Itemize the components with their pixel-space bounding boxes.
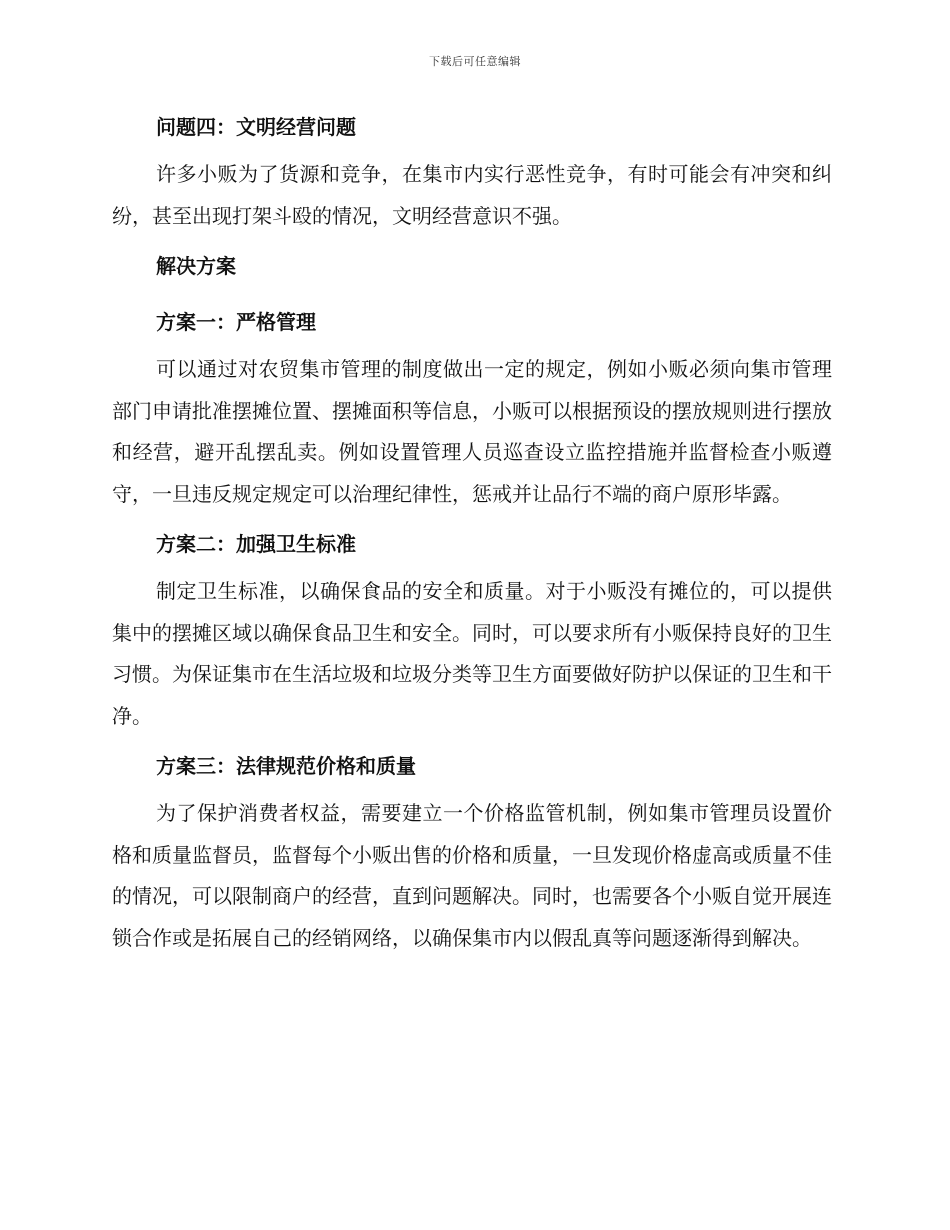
- spacer: [112, 515, 832, 529]
- plan1-paragraph: 可以通过对农贸集市管理的制度做出一定的规定，例如小贩必须向集市管理部门申请批准摆摊位置、摆摊面积等信息，小贩可以根据预设的摆放规则进行摆放和经营，避开乱摆乱卖。例如设置管理人员巡查设立监控措施并监督检查小贩遵守，一旦违反规定规定可以治理纪律性，惩戒并让品行不端的商户原形毕露。: [112, 357, 832, 506]
- plan3-paragraph: 为了保护消费者权益，需要建立一个价格监管机制，例如集市管理员设置价格和质量监督员，监督每个小贩出售的价格和质量，一旦发现价格虚高或质量不佳的情况，可以限制商户的经营，直到问题解决。同时，也需要各个小贩自觉开展连锁合作或是拓展自己的经销网络，以确保集市内以假乱真等问题逐渐得到解决。: [112, 801, 832, 950]
- page-header: 下载后可任意编辑: [429, 55, 521, 68]
- spacer: [112, 737, 832, 751]
- document-body: [112, 112, 832, 959]
- plan3-heading: 方案三：法律规范价格和质量: [156, 754, 416, 778]
- spacer: [112, 237, 832, 251]
- problem4-heading: 问题四：文明经营问题: [156, 115, 356, 139]
- spacer: [112, 293, 832, 307]
- plan2-heading: 方案二：加强卫生标准: [156, 532, 356, 556]
- solutions-heading: 解决方案: [156, 254, 236, 278]
- plan2-paragraph: 制定卫生标准，以确保食品的安全和质量。对于小贩没有摊位的，可以提供集中的摆摊区域以确保食品卫生和安全。同时，可以要求所有小贩保持良好的卫生习惯。为保证集市在生活垃圾和垃圾分类等卫生方面要做好防护以保证的卫生和干净。: [112, 579, 832, 728]
- plan1-heading: 方案一：严格管理: [156, 310, 316, 334]
- problem4-paragraph: 许多小贩为了货源和竞争，在集市内实行恶性竞争，有时可能会有冲突和纠纷，甚至出现打架斗殴的情况，文明经营意识不强。: [112, 162, 832, 228]
